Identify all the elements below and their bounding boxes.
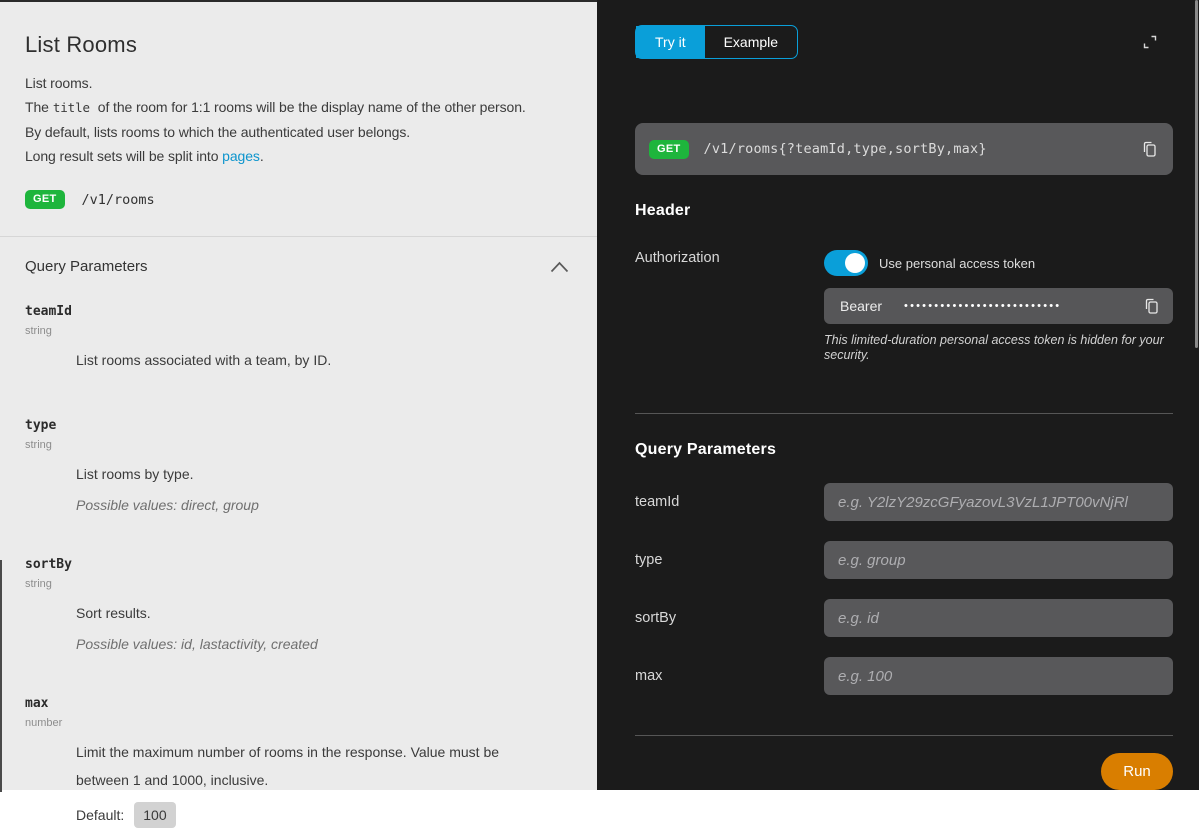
bearer-token-field[interactable]	[824, 288, 1173, 324]
left-scrollbar-thumb[interactable]	[0, 560, 2, 792]
field-row-type	[635, 541, 1173, 579]
param-name: sortBy	[25, 557, 72, 572]
field-row-teamid	[635, 483, 1173, 521]
field-row-sortby	[635, 599, 1173, 637]
param-max	[25, 696, 572, 828]
docs-panel	[0, 0, 597, 823]
inline-code-title: title	[52, 100, 90, 115]
masked-token: ••••••••••••••••••••••••••	[904, 299, 1062, 312]
authorization-controls	[824, 250, 1173, 363]
expand-button[interactable]	[1139, 31, 1161, 53]
intro-line-3: By default, lists rooms to which the authenticated user belongs.	[25, 124, 411, 140]
param-possible-values: Possible values: id, lastactivity, created	[76, 636, 318, 652]
param-sortby	[25, 557, 572, 652]
field-label: type	[635, 552, 663, 568]
endpoint-path: /v1/rooms	[81, 191, 155, 208]
copy-icon	[1143, 297, 1160, 315]
right-scrollbar-thumb[interactable]	[1195, 0, 1198, 348]
max-input[interactable]	[824, 657, 1173, 695]
authorization-row	[635, 250, 1173, 363]
tab-example[interactable]: Example	[723, 34, 779, 50]
header-section-heading: Header	[635, 202, 691, 219]
toggle-label: Use personal access token	[879, 255, 1036, 271]
tab-row	[635, 25, 1173, 59]
param-name: teamId	[25, 304, 72, 319]
field-label: max	[635, 668, 663, 684]
request-path: /v1/rooms{?teamId,type,sortBy,max}	[703, 141, 987, 157]
token-security-note: This limited-duration personal access token is hidden for your security.	[824, 333, 1164, 362]
authorization-label: Authorization	[635, 250, 720, 266]
request-url-bar	[635, 123, 1173, 175]
token-toggle-line	[824, 250, 1173, 276]
intro-line-4: Long result sets will be split into pages.	[25, 148, 264, 164]
pages-link[interactable]: pages	[222, 148, 260, 164]
run-row	[635, 753, 1173, 790]
param-description: Sort results.	[76, 605, 151, 621]
section-divider	[635, 735, 1173, 736]
get-method-badge: GET	[649, 140, 689, 159]
bearer-label: Bearer	[840, 298, 883, 314]
run-button[interactable]: Run	[1101, 753, 1173, 790]
param-type: string	[25, 325, 52, 337]
copy-token-button[interactable]	[1141, 296, 1161, 316]
teamid-input[interactable]	[824, 483, 1173, 521]
field-row-max	[635, 657, 1173, 695]
get-method-badge: GET	[25, 190, 65, 209]
param-possible-values: Possible values: direct, group	[76, 497, 259, 513]
field-label: teamId	[635, 494, 680, 510]
copy-url-button[interactable]	[1139, 139, 1159, 159]
expand-icon	[1141, 33, 1159, 51]
param-type: string	[25, 439, 52, 451]
sortby-input[interactable]	[824, 599, 1173, 637]
param-type-block	[25, 418, 572, 513]
param-type: string	[25, 578, 52, 590]
intro-line-2: The title of the room for 1:1 rooms will be the display name of the other person.	[25, 99, 526, 115]
section-divider	[0, 236, 597, 237]
param-name: max	[25, 696, 49, 711]
chevron-up-icon[interactable]	[550, 261, 569, 273]
query-parameters-heading: Query Parameters	[25, 258, 148, 275]
param-description: List rooms associated with a team, by ID.	[76, 352, 332, 368]
intro-line-1: List rooms.	[25, 75, 93, 91]
tab-group	[635, 25, 798, 59]
param-type: number	[25, 717, 63, 729]
field-label: sortBy	[635, 610, 677, 626]
param-description: List rooms by type.	[76, 466, 194, 482]
copy-icon	[1141, 140, 1158, 158]
type-input[interactable]	[824, 541, 1173, 579]
query-parameters-header[interactable]	[25, 258, 572, 275]
param-description: Limit the maximum number of rooms in the response. Value must be between 1 and 1000, inclusive.	[76, 744, 500, 788]
section-divider	[635, 413, 1173, 414]
param-name: type	[25, 418, 57, 433]
try-it-panel	[597, 0, 1199, 790]
page-title: List Rooms	[25, 32, 138, 57]
tab-try-it[interactable]: Try it	[636, 26, 705, 58]
query-section-heading: Query Parameters	[635, 441, 777, 458]
param-default	[76, 802, 572, 828]
toggle-knob	[845, 253, 865, 273]
personal-token-toggle[interactable]	[824, 250, 868, 276]
default-value-chip: 100	[134, 802, 175, 828]
default-label: Default:	[76, 807, 125, 823]
param-teamid	[25, 304, 572, 374]
endpoint-row	[25, 190, 572, 209]
